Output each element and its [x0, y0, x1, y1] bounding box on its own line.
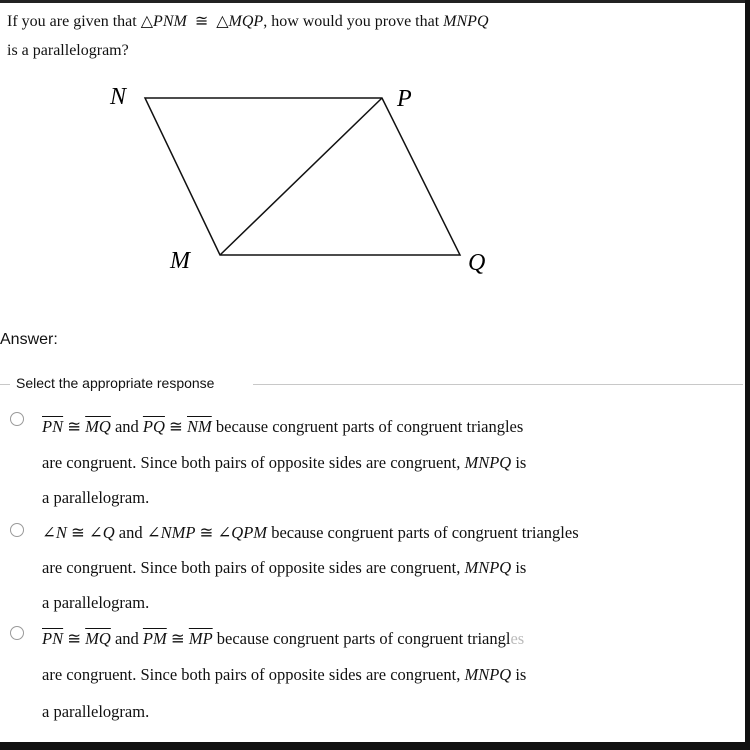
- option-1-line-1: $\overline{PN}$ ≅ $\overline{MQ}$ and $\overline{PQ}$ ≅ $\overline{NM}$ because congruent parts of congruent triangles: [42, 417, 524, 436]
- vertex-label-p: P: [397, 86, 412, 112]
- answer-label: Answer:: [0, 331, 58, 348]
- radio-button-2[interactable]: [10, 523, 24, 537]
- vertex-label-m: M: [170, 248, 190, 274]
- shape-name: MNPQ: [443, 13, 489, 30]
- option-2-line-2: are congruent. Since both pairs of opposite sides are congruent, MNPQ is: [42, 558, 527, 577]
- given-rhs: △MQP: [216, 13, 264, 30]
- fieldset-border-right: [253, 384, 743, 385]
- option-3-line-1: $\overline{PN}$ ≅ $\overline{MQ}$ and $\overline{PM}$ ≅ $\overline{MP}$ because congruent parts of congruent triangles: [42, 629, 525, 648]
- parallelogram-figure: [0, 0, 750, 330]
- answer-option-1[interactable]: [0, 405, 745, 515]
- frame-bottom-border: [0, 742, 750, 750]
- option-3-line-2: are congruent. Since both pairs of opposite sides are congruent, MNPQ is: [42, 665, 527, 684]
- question-text: If you are given that △PNM ≅ △MQP, how would you prove that MNPQ is a parallelogram?: [7, 13, 489, 59]
- option-1-line-2: are congruent. Since both pairs of opposite sides are congruent, MNPQ is: [42, 453, 527, 472]
- fieldset-border-left: [0, 384, 10, 385]
- answer-option-2[interactable]: [0, 517, 745, 617]
- answer-option-3[interactable]: [0, 620, 745, 725]
- vertex-label-n: N: [110, 84, 127, 110]
- radio-button-3[interactable]: [10, 626, 24, 640]
- option-2-line-1: ∠N ≅ ∠Q and ∠NMP ≅ ∠QPM because congruent parts of congruent triangles: [42, 523, 579, 542]
- given-lhs: △PNM: [140, 13, 187, 30]
- question-line2: is a parallelogram?: [7, 42, 129, 59]
- option-1-line-3: a parallelogram.: [42, 488, 150, 507]
- option-2-line-3: a parallelogram.: [42, 593, 150, 612]
- diagonal-mp: [220, 98, 382, 255]
- vertex-label-q: Q: [468, 250, 486, 276]
- parallelogram-outline: [145, 98, 460, 255]
- option-3-line-3: a parallelogram.: [42, 702, 150, 721]
- radio-button-1[interactable]: [10, 412, 24, 426]
- response-legend: Select the appropriate response: [16, 375, 215, 391]
